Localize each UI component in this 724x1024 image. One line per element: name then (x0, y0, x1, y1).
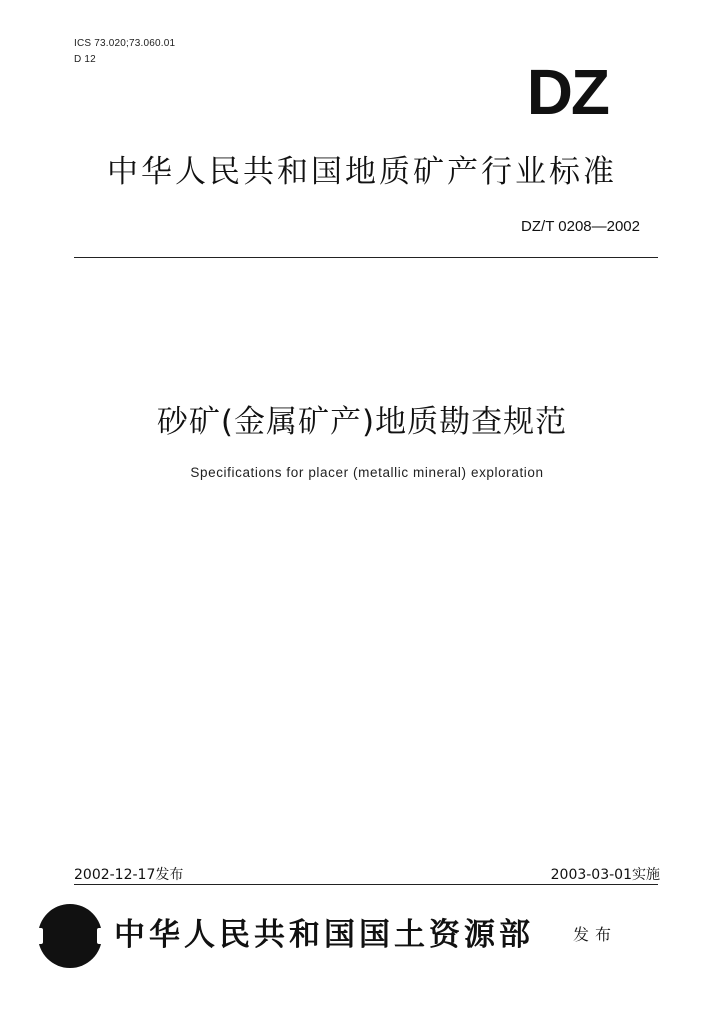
ics-code: ICS 73.020;73.060.01 (74, 38, 176, 49)
publish-label: 发布 (573, 925, 618, 944)
ccs-code: D 12 (74, 54, 96, 65)
bottom-divider (74, 884, 658, 885)
document-subtitle: Specifications for placer (metallic mineral) exploration (190, 465, 544, 480)
standard-logo: DZ (526, 56, 608, 128)
emblem-icon (38, 904, 102, 968)
standard-category-title: 中华人民共和国地质矿产行业标准 (107, 154, 617, 190)
document-title: 砂矿(金属矿产)地质勘查规范 (156, 404, 568, 440)
implementation-date: 2003-03-01实施 (550, 867, 660, 883)
publisher-name: 中华人民共和国国土资源部 (114, 917, 534, 953)
top-divider (74, 257, 658, 258)
issue-date: 2002-12-17发布 (74, 867, 184, 883)
standard-number: DZ/T 0208—2002 (521, 218, 640, 235)
